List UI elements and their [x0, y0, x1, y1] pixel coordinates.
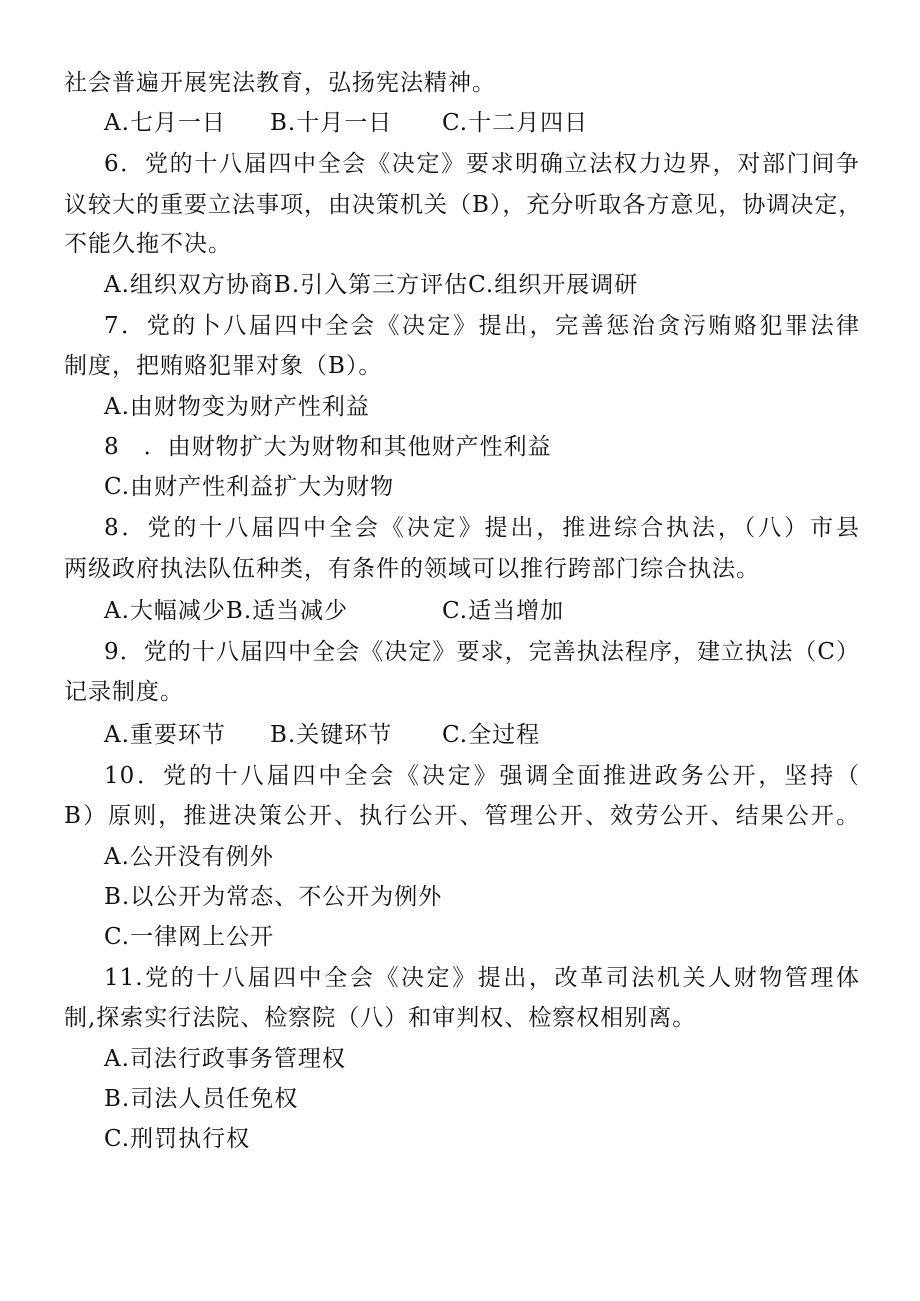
- text-line: 议较大的重要立法事项，由决策机关（B），充分听取各方意见，协调决定，: [64, 192, 863, 218]
- text-line: 社会普遍开展宪法教育，弘扬宪法精神。: [64, 70, 496, 96]
- question-11: 11.党的十八届四中全会《决定》提出，改革司法机关人财物管理体: [104, 965, 860, 991]
- option-a: A.七月一日: [104, 110, 226, 136]
- option-a: A.由财物变为财产性利益: [104, 394, 370, 420]
- option-c: C.刑罚执行权: [104, 1126, 251, 1152]
- option-b: B.十月一日: [270, 110, 393, 136]
- option-a: A.重要环节: [104, 722, 226, 748]
- options-line: A.大幅减少B.适当减少: [104, 598, 349, 624]
- option-c: C.十二月四日: [442, 110, 589, 136]
- question-10: 10．党的十八届四中全会《决定》强调全面推进政务公开，坚持（: [104, 763, 860, 789]
- text-line: 制度，把贿赂犯罪对象（B）。: [64, 353, 383, 379]
- question-7: 7．党的卜八届四中全会《决定》提出，完善惩治贪污贿赂犯罪法律: [104, 313, 860, 339]
- text-line: B）原则，推进决策公开、执行公开、管理公开、效劳公开、结果公开。: [64, 803, 860, 829]
- option-b: 8 ．由财物扩大为财物和其他财产性利益: [104, 434, 552, 460]
- option-b: B.关键环节: [270, 722, 393, 748]
- text-line: 不能久拖不决。: [64, 231, 232, 257]
- question-6: 6．党的十八届四中全会《决定》要求明确立法权力边界，对部门间争: [104, 151, 860, 177]
- option-c: C.由财产性利益扩大为财物: [104, 474, 395, 500]
- question-8: 8．党的十八届四中全会《决定》提出，推进综合执法，（八）市县: [104, 515, 860, 541]
- option-a: A.司法行政事务管理权: [104, 1046, 346, 1072]
- option-c: C.一律网上公开: [104, 924, 275, 950]
- text-line: 两级政府执法队伍种类，有条件的领域可以推行跨部门综合执法。: [64, 556, 760, 582]
- option-b: B.以公开为常态、不公开为例外: [104, 884, 443, 910]
- option-c: C.全过程: [442, 722, 541, 748]
- text-line: 制,探索实行法院、检察院（八）和审判权、检察权相别离。: [64, 1005, 697, 1031]
- options-line: A.组织双方协商B.引入第三方评估C.组织开展调研: [104, 272, 639, 298]
- option-c: C.适当增加: [442, 598, 565, 624]
- text-line: 记录制度。: [64, 679, 184, 705]
- option-b: B.司法人员任免权: [104, 1086, 299, 1112]
- question-9: 9．党的十八届四中全会《决定》要求，完善执法程序，建立执法（C）: [104, 639, 860, 665]
- option-a: A.公开没有例外: [104, 844, 274, 870]
